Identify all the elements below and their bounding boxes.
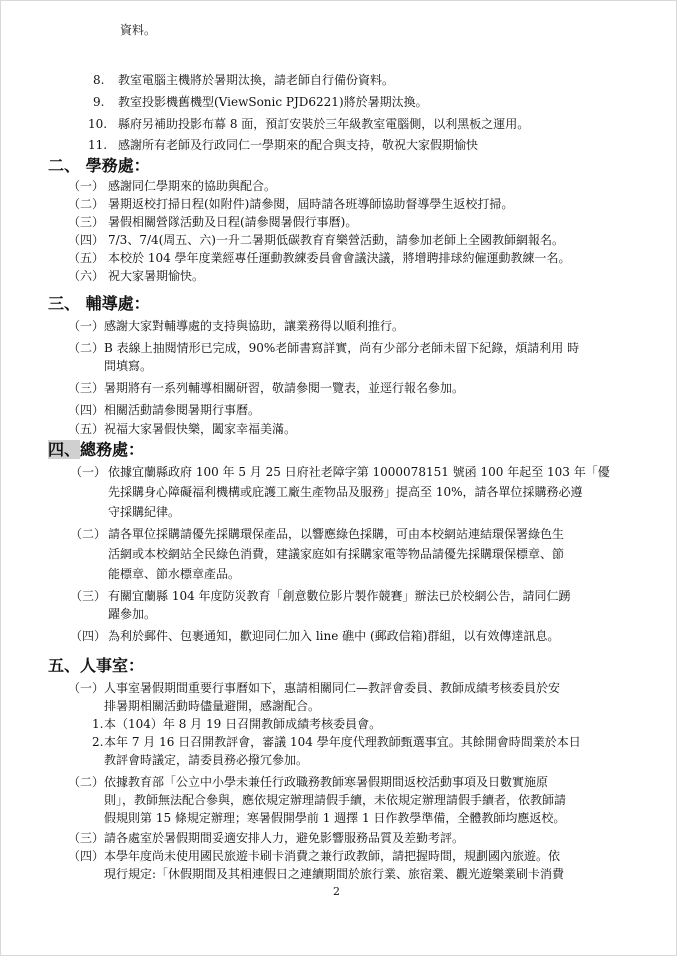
sec4-item-3-cont: 躍參加。 [108, 607, 157, 621]
section-heading-counseling: 三、 輔導處： [48, 294, 150, 313]
sec4-item-1: （一） 依據宜蘭縣政府 100 年 5 月 25 日府社老障字第 1000078151 號函 100 年起至 103 年「優 [70, 465, 610, 479]
sec3-item-2: （二）B 表線上抽閱情形已完成，90%老師書寫詳實，尚有少部分老師未留下紀錄，煩請利用 時 [68, 341, 580, 355]
sec3-item-1: （一）感謝大家對輔導處的支持與協助，讓業務得以順利推行。 [68, 319, 405, 333]
section-heading-student-affairs: 二、 學務處： [48, 156, 150, 175]
sec2-item-1: （一） 感謝同仁學期來的協助與配合。 [68, 179, 277, 193]
sec2-item-5: （五） 本校於 104 學年度業經專任運動教練委員會會議決議，將增聘排球約僱運動教練一名。 [68, 251, 571, 265]
sec3-item-4: （四）相關活動請參閱暑期行事曆。 [68, 403, 261, 417]
page-number: 2 [333, 885, 340, 898]
sec2-item-2: （二） 暑期返校打掃日程(如附件)請參閱，屆時請各班導師協助督導學生返校打掃。 [68, 197, 514, 211]
sec5-sub-item-1: 1.本（104）年 8 月 19 日召開教師成績考核委員會。 [92, 717, 382, 731]
sec2-item-3: （三） 暑假相關營隊活動及日程(請參閱暑假行事曆)。 [68, 215, 358, 229]
sec5-item-2: （二）依據教育部「公立中小學未兼任行政職務教師寒暑假期間返校活動事項及日數實施原 [68, 775, 549, 789]
sec5-item-4-cont: 現行規定:「休假期間及其相連假日之連續期間於旅行業、旅宿業、觀光遊樂業刷卡消費 [104, 867, 565, 881]
sec2-item-4: （四） 7/3、7/4(周五、六)一升二暑期低碳教育育樂營活動，請參加老師上全國教師網報名。 [68, 233, 564, 247]
sec4-item-2: （二） 請各單位採購請優先採購環保產品，以響應綠色採購，可由本校網站連結環保署綠色生 [70, 527, 565, 541]
sec4-item-2-cont1: 活網或本校網站全民綠色消費，建議家庭如有採購家電等物品請優先採購環保標章、節 [108, 547, 565, 561]
top-item-8: 8. 教室電腦主機將於暑期汰換，請老師自行備份資料。 [93, 73, 395, 87]
section-heading-personnel: 五、人事室： [48, 656, 145, 675]
sec2-item-6: （六） 祝大家暑期愉快。 [68, 269, 205, 283]
sec5-item-2-cont2: 假規則第 15 條規定辦理；寒暑假開學前 1 週擇 1 日作教學準備，全體教師均應返校。 [104, 811, 566, 825]
top-item-0: 資料。 [120, 23, 157, 37]
sec4-item-3: （三） 有關宜蘭縣 104 年度防災教育「創意數位影片製作競賽」辦法已於校網公告，請同仁踴 [70, 589, 571, 603]
sec5-sub-item-2: 2.本年 7 月 16 日召開教評會，審議 104 學年度代理教師甄選事宜。其餘開會時間業於本日 [92, 735, 581, 749]
sec4-item-1-cont1: 先採購身心障礙福利機構或庇護工廠生產物品及服務」提高至 10%，請各單位採購務必遵 [108, 485, 583, 499]
top-item-11: 11. 感謝所有老師及行政同仁一學期來的配合與支持，敬祝大家假期愉快 [88, 138, 479, 152]
top-item-9: 9. 教室投影機舊機型(ViewSonic PJD6221)將於暑期汰換。 [93, 95, 428, 109]
sec4-item-4: （四） 為利於郵件、包裹通知，歡迎同仁加入 line 礁中 (郵政信箱)群組，以有效傳達訊息。 [70, 629, 560, 643]
sec3-item-5: （五）祝福大家暑假快樂，闔家幸福美滿。 [68, 422, 297, 436]
sec4-item-2-cont2: 能標章、節水標章產品。 [108, 567, 241, 581]
section-heading-general-affairs: 四、總務處： [48, 440, 145, 459]
sec5-sub-item-2-cont: 教評會時議定，請委員務必撥冗參加。 [104, 753, 309, 767]
sec3-item-2-cont: 問填寫。 [104, 359, 153, 373]
sec5-item-3: （三）請各處室於暑假期間妥適安排人力，避免影響服務品質及差勤考評。 [68, 831, 465, 845]
sec5-item-1-cont: 排暑期相關活動時儘量避開，感謝配合。 [104, 699, 321, 713]
sec5-item-1: （一）人事室暑假期間重要行事曆如下，惠請相關同仁—教評會委員、教師成績考核委員於安 [68, 681, 561, 695]
top-item-10: 10. 縣府另補助投影布幕 8 面，預訂安裝於三年級教室電腦側，以利黑板之運用。 [88, 117, 530, 131]
sec5-item-2-cont1: 則」，教師無法配合參與，應依規定辦理請假手續，未依規定辦理請假手續者，依教師請 [104, 793, 567, 807]
sec5-item-4: （四）本學年度尚未使用國民旅遊卡刷卡消費之兼行政教師，請把握時間，規劃國內旅遊。依 [68, 849, 561, 863]
sec3-item-3: （三）暑期將有一系列輔導相關研習，敬請參閱一覽表，並逕行報名參加。 [68, 381, 465, 395]
sec4-item-1-cont2: 守採購紀律。 [108, 505, 181, 519]
